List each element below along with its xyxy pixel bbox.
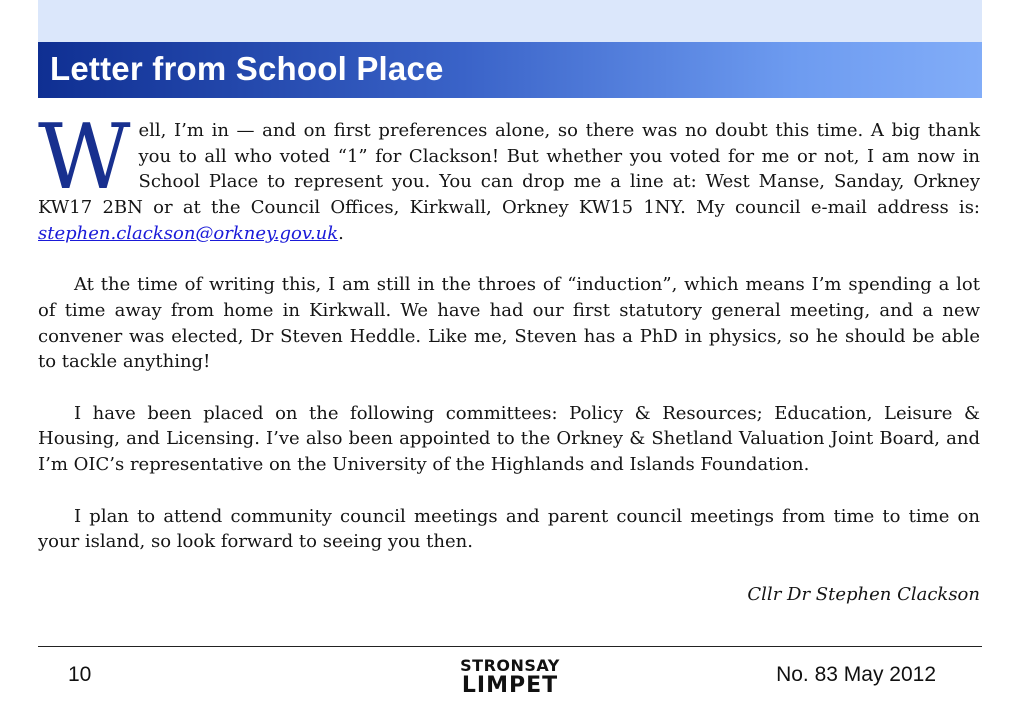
paragraph-1-end: . xyxy=(338,222,344,244)
section-title: Letter from School Place xyxy=(50,50,444,87)
drop-cap: W xyxy=(38,105,131,210)
paragraph-1-text: ell, I’m in — and on first preferences alone, so there was no doubt this time. A big thank you to all who voted “1” for Clackson! But whether you voted for me or not, I am now in School Place to represent you. You can drop me a line at: West Manse, Sanday, Orkney KW17 2BN or at the Council Offices, Kirkwall, Orkney KW15 1NY. My council e-mail address is: xyxy=(38,120,980,219)
email-link[interactable]: stephen.clackson@orkney.gov.uk xyxy=(38,222,339,244)
issue-info: No. 83 May 2012 xyxy=(776,663,936,686)
letter-paragraph-4: I plan to attend community council meetings and parent council meetings from time to time on your island, so look forward to seeing you then. xyxy=(38,505,980,553)
letter-paragraph-3: I have been placed on the following committees: Policy & Resources; Education, Leisure & Housing, and Licensing. I’ve also been appointed to the Orkney & Shetland Valuation Joint Board, and I’m OIC’s representative on the University of the Highlands and Islands Foundation. xyxy=(38,402,980,476)
letter-paragraph-2: At the time of writing this, I am still in the throes of “induction”, which means I’m spending a lot of time away from home in Kirkwall. We have had our first statutory general meeting, and a new convener was elected, Dr Steven Heddle. Like me, Steven has a PhD in physics, so he should be able to tackle anything! xyxy=(38,274,980,373)
section-header xyxy=(38,42,982,98)
footer-divider xyxy=(38,646,982,647)
logo-bottom-text: LIMPET xyxy=(461,673,559,698)
logo-top-text: STRONSAY xyxy=(460,656,560,675)
letter-paragraph-1 xyxy=(38,105,980,247)
letter-body xyxy=(38,105,980,581)
signature: Cllr Dr Stephen Clackson xyxy=(747,584,980,605)
previous-article-panel xyxy=(38,0,982,42)
publication-logo xyxy=(458,658,562,697)
page-number: 10 xyxy=(68,663,92,686)
